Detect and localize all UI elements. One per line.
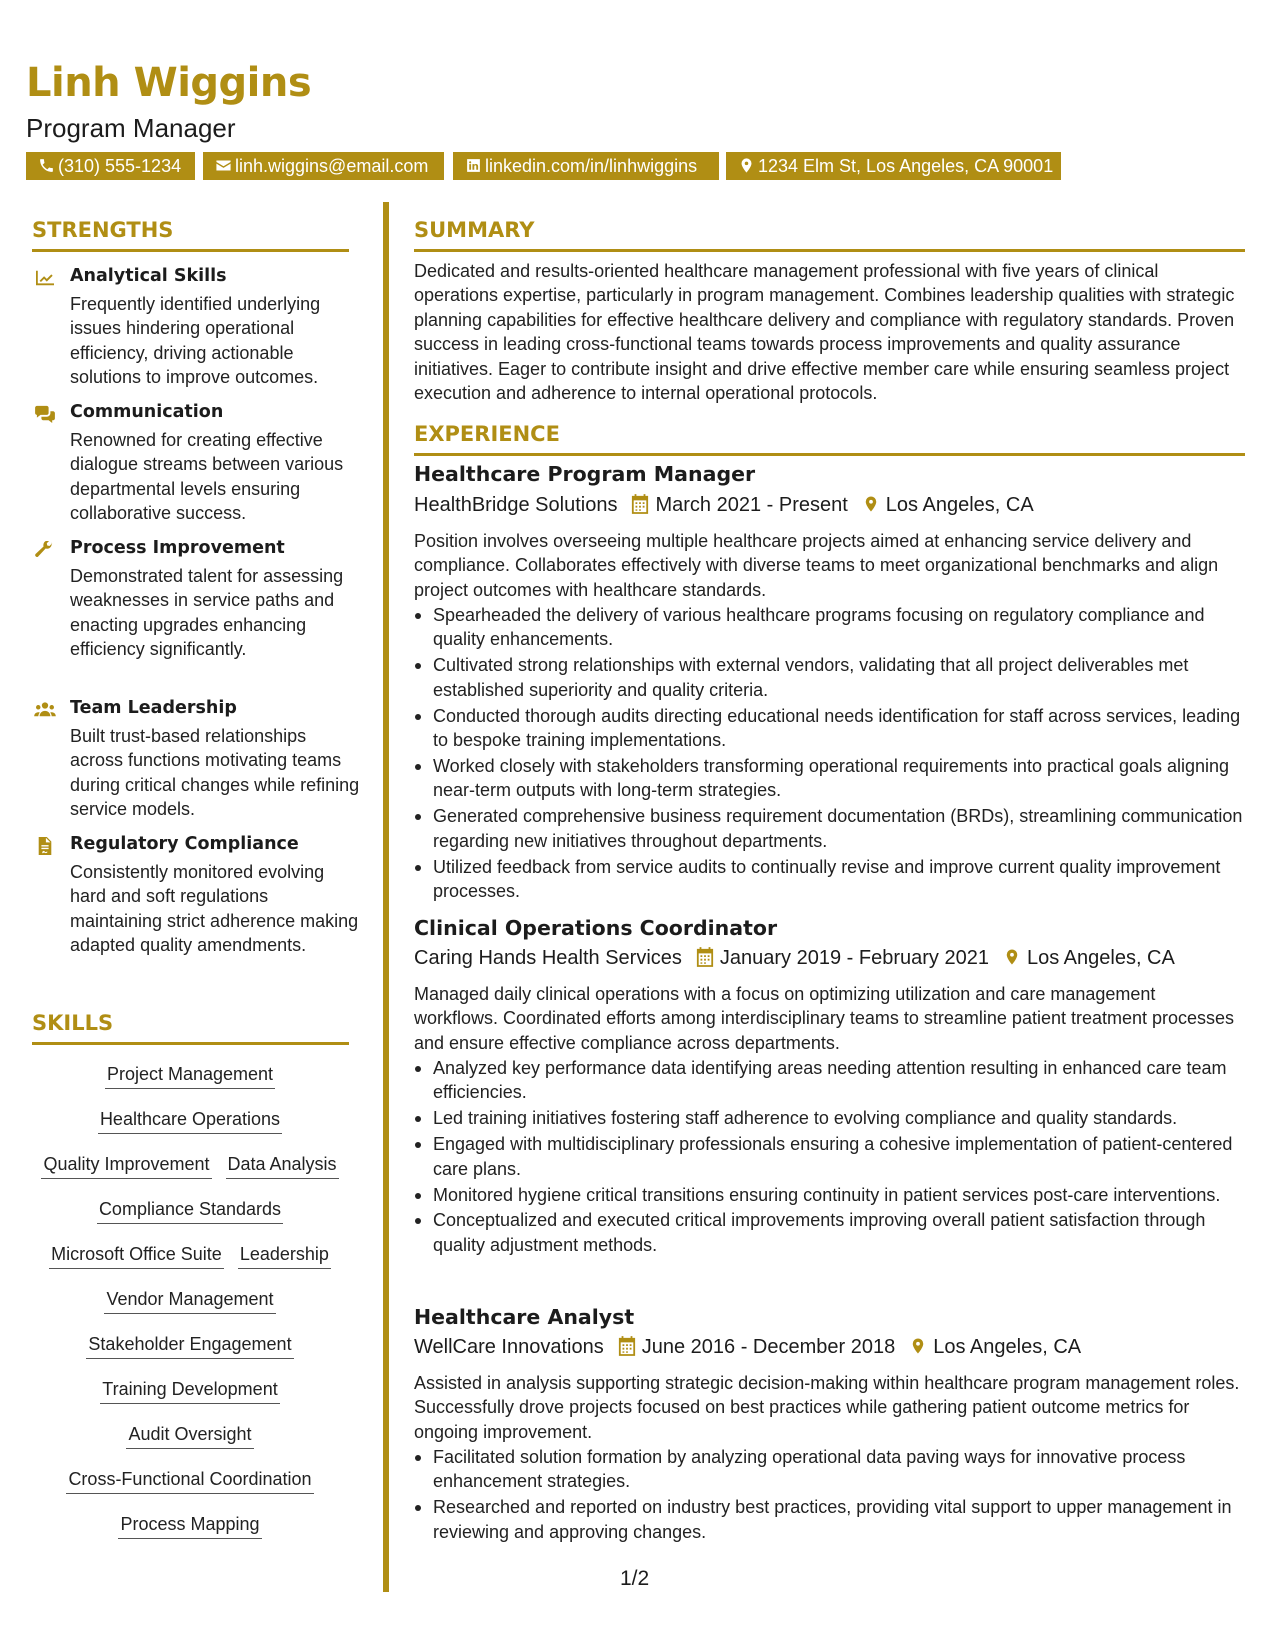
candidate-title: Program Manager	[26, 113, 236, 143]
job-bullets	[414, 1445, 1254, 1546]
chart-line-icon	[34, 269, 56, 287]
linkedin-icon	[465, 157, 482, 174]
job-bullet: Researched and reported on industry best practices, providing vital support to upper management in reviewing and approving changes.	[414, 1495, 1254, 1544]
skill-tag: Vendor Management	[104, 1288, 275, 1314]
skill-tag: Healthcare Operations	[98, 1108, 282, 1134]
map-marker-icon	[909, 1336, 927, 1356]
strength-title: Process Improvement	[70, 538, 285, 558]
phone-icon	[38, 157, 55, 174]
job-description: Managed daily clinical operations with a focus on optimizing utilization and care management workflows. Coordinated efforts among interdisciplinary teams to streamline patient treatment processes and ensure effective compliance across departments.	[414, 984, 1235, 1053]
contact-linkedin[interactable]	[453, 152, 719, 180]
job-meta	[414, 1336, 1081, 1359]
summary-heading: SUMMARY	[414, 218, 535, 242]
job-bullet: Utilized feedback from service audits to continually revise and improve current quality improvement processes.	[414, 855, 1254, 904]
skill-tag: Project Management	[105, 1063, 275, 1089]
skill-tag: Quality Improvement	[41, 1153, 211, 1179]
skill-tag: Data Analysis	[226, 1153, 339, 1179]
skill-row	[30, 1513, 350, 1539]
job-bullets	[414, 1056, 1254, 1259]
job-meta	[414, 947, 1175, 970]
skill-row	[30, 1423, 350, 1449]
job-bullet: Engaged with multidisciplinary professionals ensuring a cohesive implementation of patient-centered care plans.	[414, 1132, 1254, 1181]
job-dates: March 2021 - Present	[655, 494, 848, 516]
contact-phone-text: (310) 555-1234	[58, 156, 182, 176]
skill-tag: Microsoft Office Suite	[49, 1243, 224, 1269]
job-title: Healthcare Program Manager	[414, 462, 756, 486]
contact-email-text: linh.wiggins@email.com	[235, 156, 429, 176]
skill-row	[30, 1378, 350, 1404]
job-title: Clinical Operations Coordinator	[414, 916, 778, 940]
strength-title: Team Leadership	[70, 698, 237, 718]
strengths-rule	[32, 249, 349, 252]
job-location: Los Angeles, CA	[1026, 947, 1175, 969]
job-location: Los Angeles, CA	[885, 494, 1034, 516]
job-title: Healthcare Analyst	[414, 1305, 635, 1329]
contact-address	[726, 152, 1061, 180]
strength-title: Regulatory Compliance	[70, 834, 299, 854]
skills-rule	[32, 1042, 349, 1045]
job-bullet: Spearheaded the delivery of various healthcare programs focusing on regulatory compliance and quality enhancements.	[414, 603, 1254, 652]
skill-tag: Stakeholder Engagement	[86, 1333, 293, 1359]
map-marker-icon	[1003, 947, 1021, 967]
job-bullet: Conceptualized and executed critical improvements improving overall patient satisfaction through quality adjustment methods.	[414, 1208, 1254, 1257]
strength-description: Demonstrated talent for assessing weaknesses in service paths and enacting upgrades enhancing efficiency significantly.	[70, 566, 344, 660]
summary-rule	[414, 249, 1245, 252]
job-bullet: Conducted thorough audits directing educational needs identification for staff across services, leading to bespoke training implementations.	[414, 704, 1254, 753]
job-description: Position involves overseeing multiple healthcare projects aimed at enhancing service delivery and compliance. Collaborates effectively with diverse teams to meet organizational benchmarks and align project outcomes with healthcare standards.	[414, 531, 1219, 600]
skill-row	[30, 1198, 350, 1224]
users-icon	[34, 701, 56, 719]
job-bullet: Led training initiatives fostering staff adherence to evolving compliance and quality standards.	[414, 1106, 1254, 1130]
skills-heading: SKILLS	[32, 1011, 114, 1035]
skill-row	[30, 1288, 350, 1314]
strength-title: Analytical Skills	[70, 266, 227, 286]
job-meta	[414, 494, 1034, 517]
page-number: 1/2	[620, 1567, 650, 1590]
experience-heading: EXPERIENCE	[414, 422, 560, 446]
map-marker-icon	[862, 494, 880, 514]
contact-linkedin-text: linkedin.com/in/linhwiggins	[485, 156, 698, 176]
strength-description: Renowned for creating effective dialogue streams between various departmental levels ensuring collaborative success.	[70, 430, 344, 524]
summary-text: Dedicated and results-oriented healthcare management professional with five years of clinical operations expertise, particularly in program management. Combines leadership qualities with strategic planning capabilities for effective healthcare delivery and compliance with regulatory standards. Proven success in leading cross-functional teams towards process improvements and quality assurance initiatives. Eager to contribute insight and drive effective member care while ensuring seamless project execution and adherence to internal operational protocols.	[414, 261, 1235, 404]
job-bullet: Generated comprehensive business requirement documentation (BRDs), streamlining communication regarding new initiatives throughout departments.	[414, 804, 1254, 853]
job-company: Caring Hands Health Services	[414, 947, 682, 969]
candidate-name: Linh Wiggins	[26, 60, 312, 106]
job-company: WellCare Innovations	[414, 1336, 604, 1358]
job-bullet: Cultivated strong relationships with external vendors, validating that all project deliverables met established superiority and quality criteria.	[414, 653, 1254, 702]
map-marker-icon	[738, 157, 755, 174]
job-bullet: Facilitated solution formation by analyzing operational data paving ways for innovative process enhancement strategies.	[414, 1445, 1254, 1494]
strength-description: Built trust-based relationships across functions motivating teams during critical changes while refining service models.	[70, 726, 360, 820]
comments-icon	[34, 405, 56, 423]
skill-row	[30, 1153, 350, 1179]
job-company: HealthBridge Solutions	[414, 494, 618, 516]
calendar-icon	[631, 494, 649, 514]
contact-email[interactable]	[203, 152, 444, 180]
column-divider	[383, 202, 389, 1592]
strengths-heading: STRENGTHS	[32, 218, 174, 242]
strength-title: Communication	[70, 402, 224, 422]
skill-row	[30, 1243, 350, 1269]
skill-tag: Compliance Standards	[97, 1198, 283, 1224]
envelope-icon	[215, 157, 232, 174]
skill-row	[30, 1063, 350, 1089]
job-bullet: Analyzed key performance data identifying areas needing attention resulting in enhanced care team efficiencies.	[414, 1056, 1254, 1105]
skill-tag: Training Development	[100, 1378, 279, 1404]
calendar-icon	[696, 947, 714, 967]
skill-row	[30, 1108, 350, 1134]
contact-phone[interactable]	[26, 152, 195, 180]
job-location: Los Angeles, CA	[933, 1336, 1082, 1358]
job-bullets	[414, 603, 1254, 905]
skill-tag: Process Mapping	[118, 1513, 261, 1539]
job-bullet: Monitored hygiene critical transitions ensuring continuity in patient services post-care interventions.	[414, 1183, 1254, 1207]
contact-address-text: 1234 Elm St, Los Angeles, CA 90001	[758, 156, 1054, 176]
skill-tag: Cross-Functional Coordination	[66, 1468, 313, 1494]
skill-row	[30, 1468, 350, 1494]
file-contract-icon	[34, 837, 56, 855]
skill-tag: Audit Oversight	[126, 1423, 253, 1449]
calendar-icon	[618, 1336, 636, 1356]
job-dates: January 2019 - February 2021	[719, 947, 989, 969]
job-bullet: Worked closely with stakeholders transforming operational requirements into practical goals aligning near-term outputs with long-term strategies.	[414, 754, 1254, 803]
job-description: Assisted in analysis supporting strategic decision-making within healthcare program management roles. Successfully drove projects focused on best practices while gathering patient outcome metrics for ongoing improvement.	[414, 1373, 1240, 1442]
skill-tag: Leadership	[238, 1243, 331, 1269]
strength-description: Consistently monitored evolving hard and soft regulations maintaining strict adherence making adapted quality amendments.	[70, 862, 359, 956]
skill-row	[30, 1333, 350, 1359]
job-dates: June 2016 - December 2018	[641, 1336, 896, 1358]
strength-description: Frequently identified underlying issues hindering operational efficiency, driving actionable solutions to improve outcomes.	[70, 294, 321, 388]
experience-rule	[414, 453, 1245, 456]
wrench-icon	[34, 541, 56, 559]
